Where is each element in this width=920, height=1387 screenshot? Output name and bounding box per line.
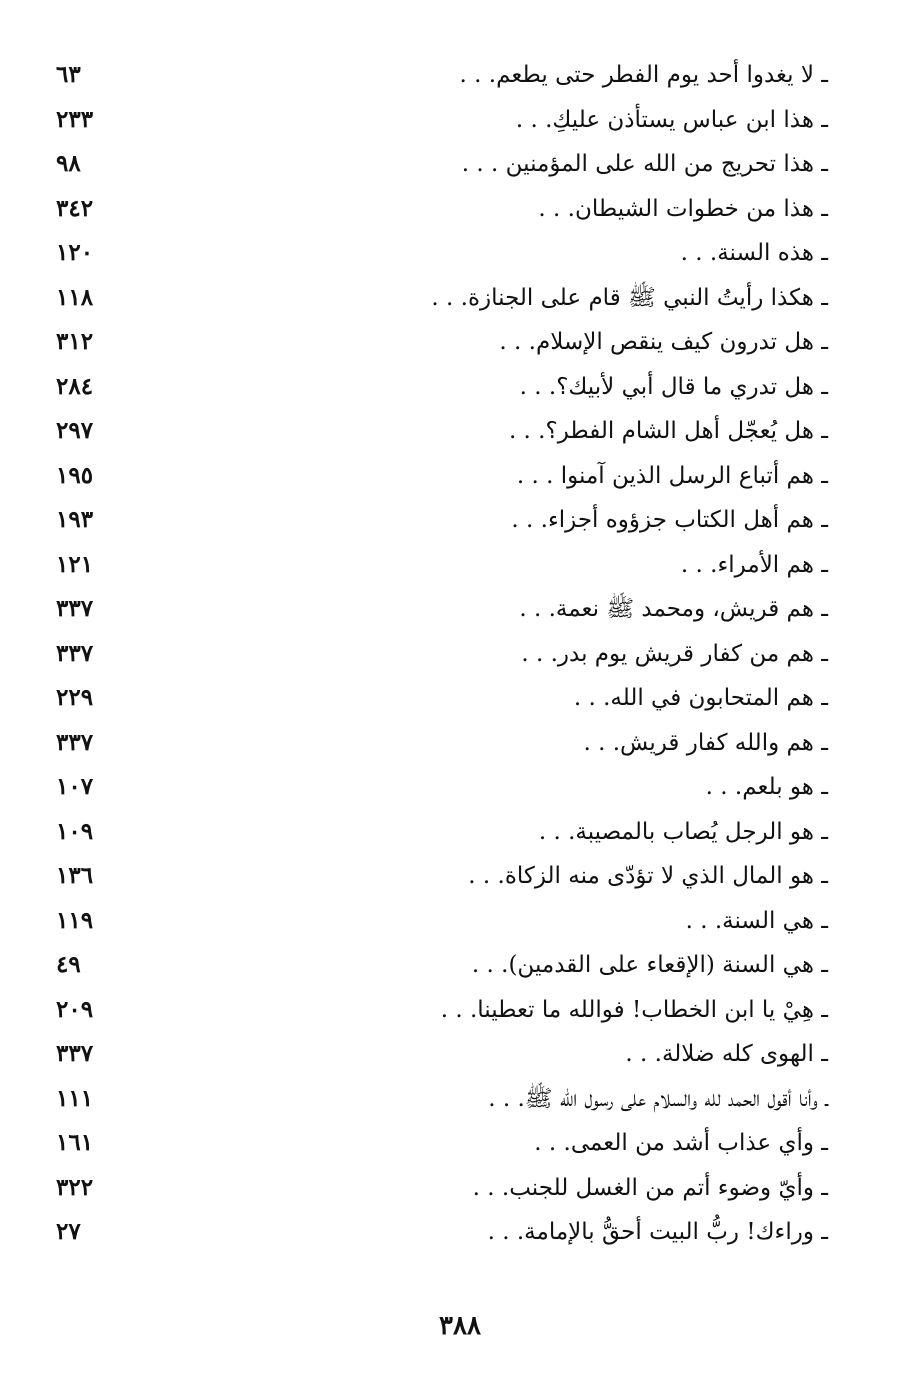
entry-text: ـ هذا من خطوات الشيطان. . . <box>538 195 828 222</box>
index-entry <box>0 99 920 144</box>
entry-page-number: ٣٣٧ <box>56 595 94 622</box>
entry-text: ـ وأي عذاب أشد من العمى. . . <box>534 1130 828 1156</box>
entry-page-number: ٩٨ <box>56 150 81 177</box>
index-entry <box>0 588 920 633</box>
entry-text: ـ وراءك! ربُّ البيت أحقُّ بالإمامة. . . <box>487 1219 828 1245</box>
index-entry <box>0 277 920 322</box>
entry-text: ـ هذه السنة. . . <box>680 240 828 266</box>
entry-text: ـ هل يُعجّل أهل الشام الفطر؟. . . <box>508 418 828 444</box>
index-entry <box>0 366 920 411</box>
index-entry <box>0 677 920 722</box>
entry-page-number: ١٠٧ <box>56 773 94 800</box>
entry-page-number: ١١٩ <box>56 906 94 934</box>
entry-page-number: ٣٣٧ <box>56 728 94 756</box>
entry-text: ـ هو الرجل يُصاب بالمصيبة. . . <box>538 818 828 845</box>
index-entry <box>0 410 920 455</box>
index-entry <box>0 188 920 233</box>
index-entry <box>0 811 920 856</box>
entry-page-number: ١١٨ <box>56 283 94 311</box>
entry-page-number: ١٦١ <box>56 1129 94 1156</box>
entry-page-number: ٢٢٩ <box>56 684 94 711</box>
entry-text: ـ الهوى كله ضلالة. . . <box>625 1041 828 1067</box>
entry-page-number: ٣٣٧ <box>56 639 94 667</box>
entry-page-number: ٢٩٧ <box>56 417 94 444</box>
entry-text: ـ هم قريش، ومحمد ﷺ نعمة. . . <box>519 596 828 622</box>
index-entry <box>0 321 920 366</box>
index-entry <box>0 232 920 277</box>
entry-text: ـ هم أهل الكتاب جزؤوه أجزاء. . . <box>511 507 828 533</box>
entry-text: ـ هو المال الذي لا تؤدّى منه الزكاة. . . <box>468 863 828 889</box>
entry-text: ـ هي السنة. . . <box>685 907 828 934</box>
entry-text: ـ هم المتحابون في الله. . . <box>573 685 828 711</box>
index-entry <box>0 855 920 900</box>
entry-text: ـ هم من كفار قريش يوم بدر. . . <box>521 640 828 667</box>
page-number: ٣٨٨ <box>439 1311 481 1341</box>
entry-text: ـ هل تدرون كيف ينقص الإسلام. . . <box>499 329 828 355</box>
index-entry <box>0 455 920 500</box>
entry-page-number: ٣٤٢ <box>56 194 94 222</box>
entry-page-number: ١٩٥ <box>56 461 94 489</box>
entry-text: ـ وأنا أقول الحمد لله والسلام على رسول الله ﷺ. . . <box>488 1085 828 1112</box>
entry-page-number: ٢٧ <box>56 1218 81 1245</box>
entry-text: ـ هم أتباع الرسل الذين آمنوا . . . <box>516 462 828 489</box>
hadith-index-list <box>0 54 920 1256</box>
entry-page-number: ٤٩ <box>56 951 81 978</box>
index-entry <box>0 1122 920 1167</box>
entry-text: ـ هي السنة (الإقعاء على القدمين). . . <box>471 952 828 978</box>
index-entry <box>0 1078 920 1123</box>
entry-page-number: ٣٣٧ <box>56 1040 94 1067</box>
index-entry <box>0 633 920 678</box>
entry-text: ـ هم الأمراء. . . <box>680 551 828 578</box>
index-entry <box>0 1033 920 1078</box>
index-entry <box>0 989 920 1034</box>
entry-page-number: ١٢١ <box>56 550 94 578</box>
entry-text: ـ هِيْ يا ابن الخطاب! فوالله ما تعطينا. . . <box>440 996 828 1023</box>
index-entry <box>0 900 920 945</box>
entry-text: ـ وأيّ وضوء أتم من الغسل للجنب. . . <box>472 1174 828 1201</box>
entry-page-number: ٣١٢ <box>56 328 94 355</box>
index-entry <box>0 766 920 811</box>
index-entry <box>0 1167 920 1212</box>
entry-page-number: ١٠٩ <box>56 817 94 845</box>
entry-page-number: ١٣٦ <box>56 862 94 889</box>
index-entry <box>0 1211 920 1256</box>
index-entry <box>0 54 920 99</box>
entry-page-number: ٣٢٢ <box>56 1173 94 1201</box>
entry-page-number: ٦٣ <box>56 61 81 88</box>
entry-text: ـ هذا ابن عباس يستأذن عليكِ. . . <box>515 106 828 133</box>
entry-text: ـ هل تدري ما قال أبي لأبيك؟. . . <box>519 373 828 400</box>
index-entry <box>0 544 920 589</box>
entry-page-number: ٢٠٩ <box>56 995 94 1023</box>
entry-page-number: ١١١ <box>56 1084 94 1112</box>
entry-page-number: ١٩٣ <box>56 506 94 533</box>
entry-text: ـ هو بلعم. . . <box>705 774 828 800</box>
entry-text: ـ هكذا رأيتُ النبي ﷺ قام على الجنازة. . . <box>431 284 828 311</box>
entry-page-number: ٢٣٣ <box>56 105 94 133</box>
index-entry <box>0 944 920 989</box>
entry-text: ـ لا يغدوا أحد يوم الفطر حتى يطعم. . . <box>459 62 828 88</box>
entry-page-number: ١٢٠ <box>56 239 94 266</box>
index-entry <box>0 722 920 767</box>
entry-page-number: ٢٨٤ <box>56 372 94 400</box>
index-entry <box>0 499 920 544</box>
entry-text: ـ هذا تحريج من الله على المؤمنين . . . <box>461 151 828 177</box>
entry-text: ـ هم والله كفار قريش. . . <box>583 729 828 756</box>
index-entry <box>0 143 920 188</box>
